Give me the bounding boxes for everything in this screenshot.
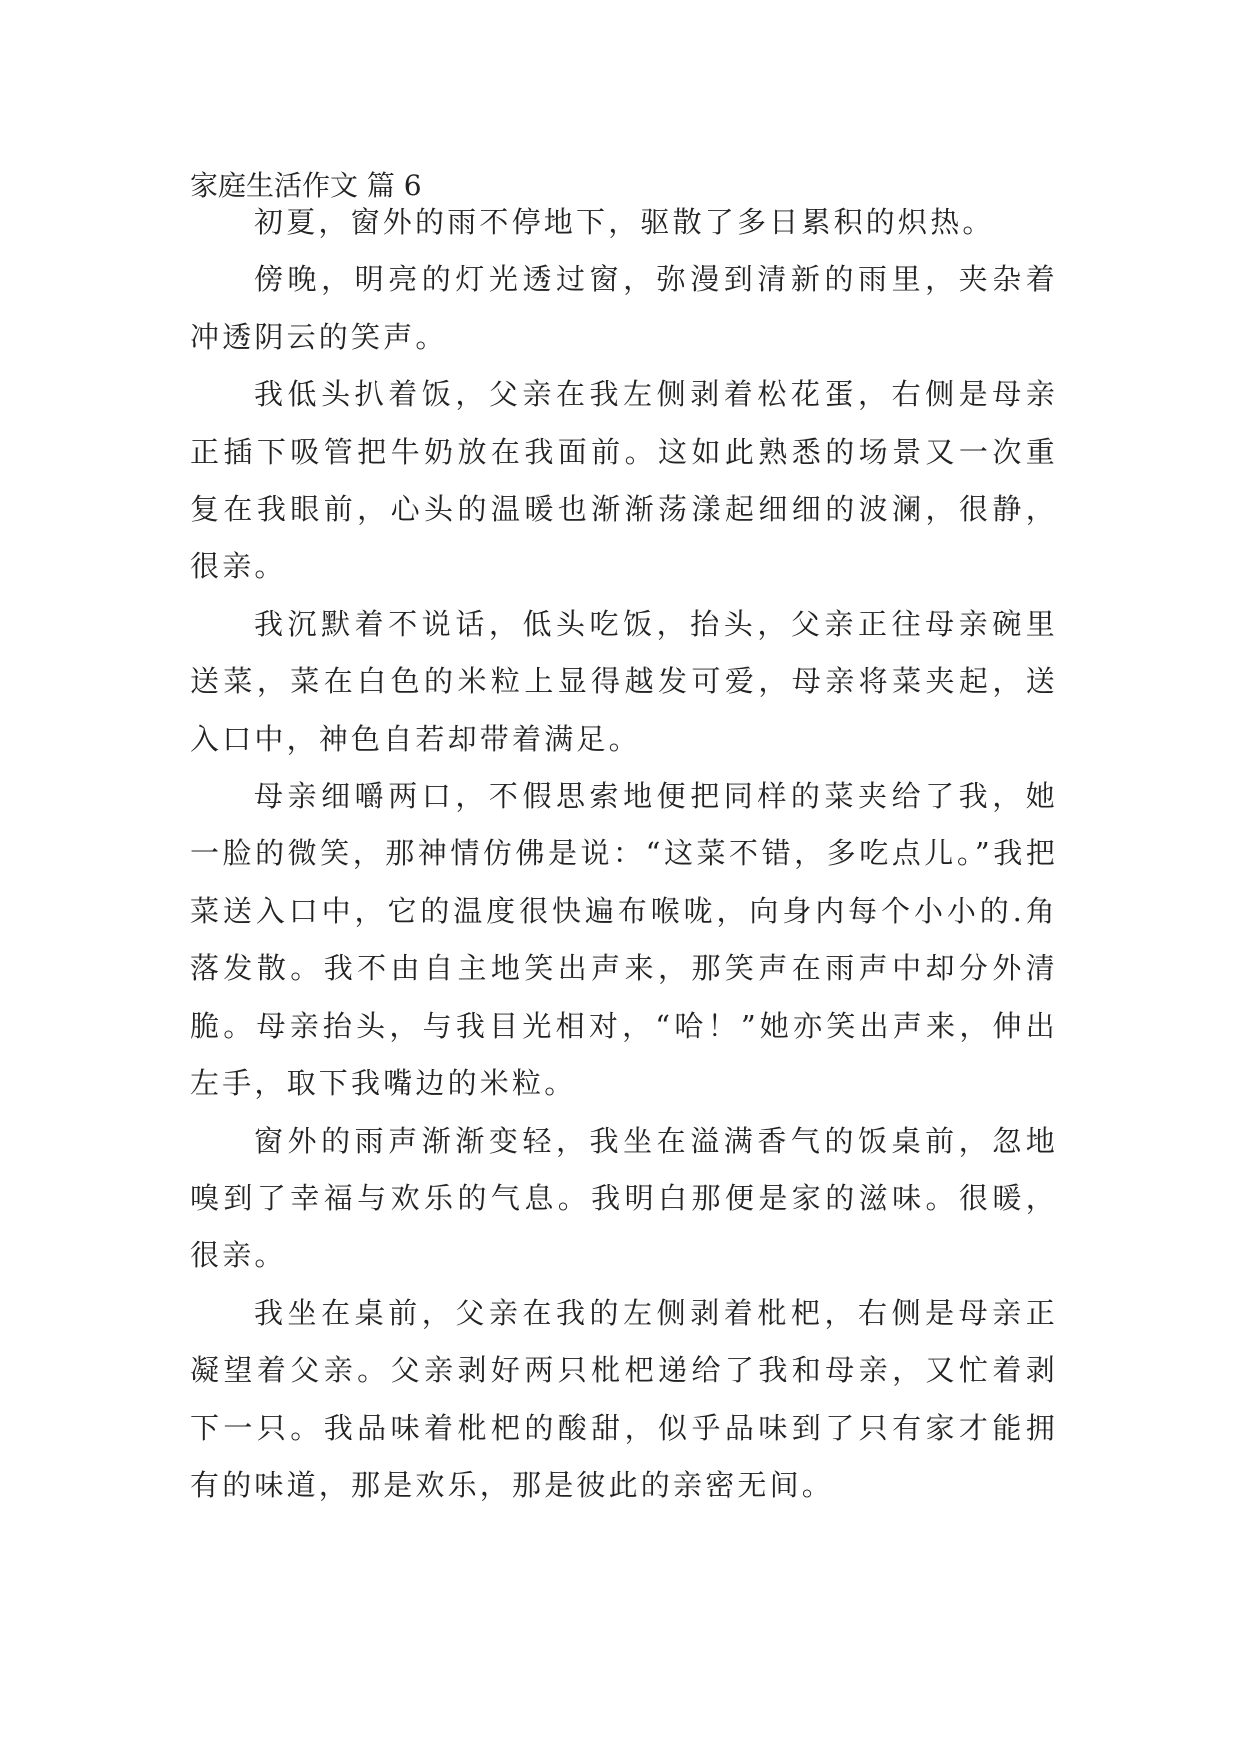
- essay-title: 家庭生活作文 篇 6: [190, 169, 422, 202]
- document-page: [190, 0, 1058, 1754]
- paragraph-5: 母亲细嚼两口，不假思索地便把同样的菜夹给了我，她一脸的微笑，那神情仿佛是说：“这菜不错，多吃点儿。”我把菜送入口中，它的温度很快遍布喉咙，向身内每个小小的.角落发散。我不由自主地笑出声来，那笑声在雨声中却分外清脆。母亲抬头，与我目光相对，“哈！”她亦笑出声来，伸出左手，取下我嘴边的米粒。: [190, 779, 1058, 1101]
- paragraph-1: 初夏，窗外的雨不停地下，驱散了多日累积的炽热。: [254, 205, 995, 239]
- paragraph-6: 窗外的雨声渐渐变轻，我坐在溢满香气的饭桌前，忽地嗅到了幸福与欢乐的气息。我明白那便是家的滋味。很暖，很亲。: [190, 1123, 1058, 1273]
- paragraph-7: 我坐在桌前，父亲在我的左侧剥着枇杷，右侧是母亲正凝望着父亲。父亲剥好两只枇杷递给了我和母亲，又忙着剥下一只。我品味着枇杷的酸甜，似乎品味到了只有家才能拥有的味道，那是欢乐，那是彼此的亲密无间。: [190, 1295, 1058, 1502]
- paragraph-3: 我低头扒着饭，父亲在我左侧剥着松花蛋，右侧是母亲正插下吸管把牛奶放在我面前。这如此熟悉的场景又一次重复在我眼前，心头的温暖也渐渐荡漾起细细的波澜，很静，很亲。: [190, 377, 1058, 584]
- paragraph-4: 我沉默着不说话，低头吃饭，抬头，父亲正往母亲碗里送菜，菜在白色的米粒上显得越发可爱，母亲将菜夹起，送入口中，神色自若却带着满足。: [190, 606, 1058, 756]
- paragraph-2: 傍晚，明亮的灯光透过窗，弥漫到清新的雨里，夹杂着冲透阴云的笑声。: [190, 262, 1058, 354]
- essay-body: [190, 194, 1058, 1514]
